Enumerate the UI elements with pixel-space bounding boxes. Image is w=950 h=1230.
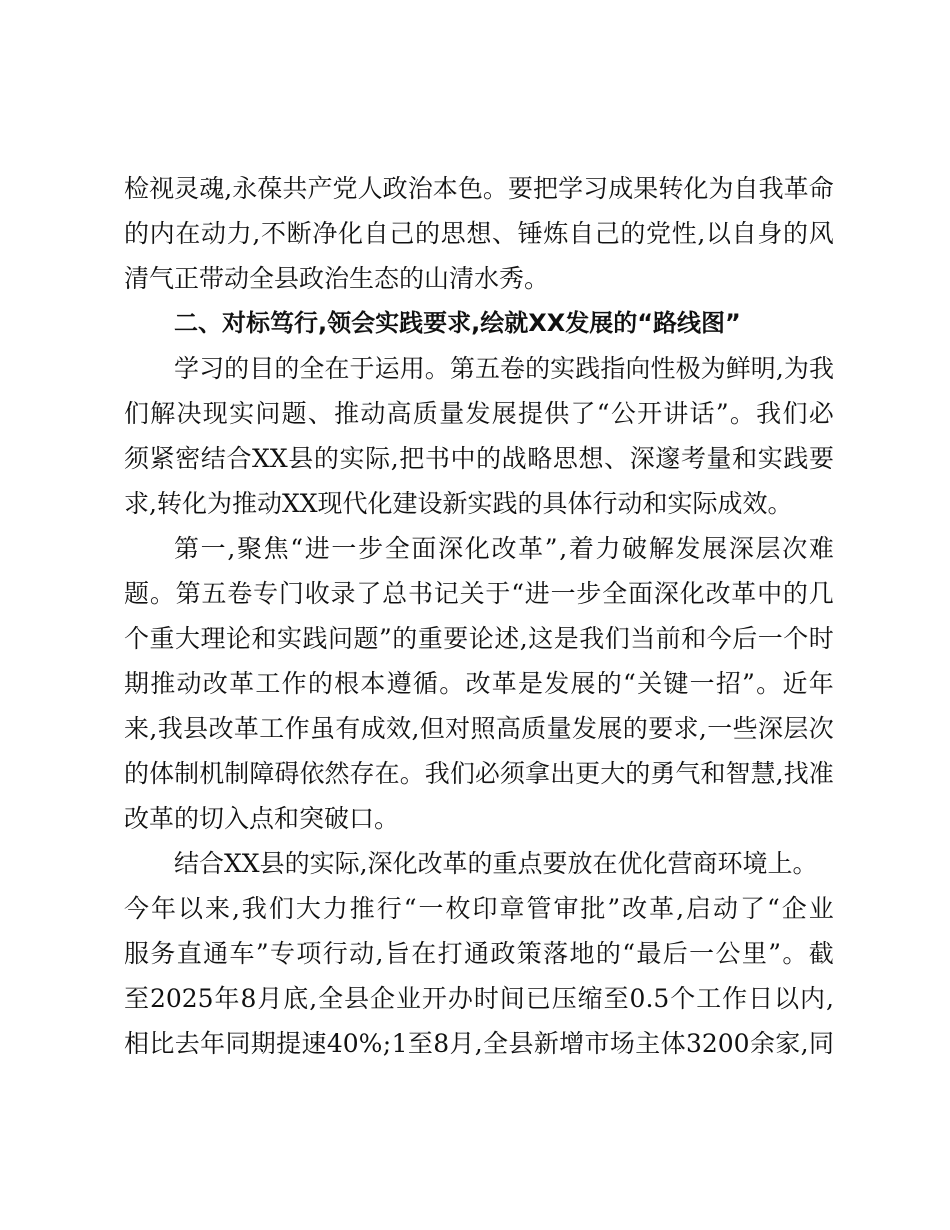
body-line: 第 一 , 聚 焦 “ 进 一 步 全 面 深 化 改 革 ” , 着 力 破 解 发 展 深 层 次 难 — [174, 534, 834, 563]
body-line: 求,转化为推动XX现代化建设新实践的具体行动和实际成效。 — [124, 489, 793, 518]
body-line: 个 重 大 理 论 和 实 践 问 题 ” 的 重 要 论 述 , 这 是 我 们 当 前 和 今 后 一 个 时 — [124, 624, 834, 653]
body-line: 结合XX县的实际,深化改革的重点要放在优化营商环境上。 — [174, 849, 818, 878]
body-line: 须 紧 密 结 合 XX 县 的 实 际 , 把 书 中 的 战 略 思 想 、 深 邃 考 量 和 实 践 要 — [124, 444, 834, 473]
body-line: 今 年 以 来 , 我 们 大 力 推 行 “ 一 枚 印 章 管 审 批 ” 改 革 , 启 动 了 “ 企 业 — [124, 894, 834, 923]
body-line: 相 比 去 年 同 期 提 速 40% ; 1 至 8 月 , 全 县 新 增 市 场 主 体 3200 余 家 , 同 — [124, 1029, 834, 1058]
body-line: 清气正带动全县政治生态的山清水秀。 — [124, 264, 550, 293]
body-line: 检 视 灵 魂 , 永 葆 共 产 党 人 政 治 本 色 。 要 把 学 习 成 果 转 化 为 自 我 革 命 — [124, 174, 834, 203]
body-line: 学 习 的 目 的 全 在 于 运 用 。 第 五 卷 的 实 践 指 向 性 极 为 鲜 明 , 为 我 — [174, 354, 834, 383]
body-line: 题 。 第 五 卷 专 门 收 录 了 总 书 记 关 于 “ 进 一 步 全 面 深 化 改 革 中 的 几 — [124, 579, 834, 608]
document-body — [124, 166, 834, 1066]
body-line: 们 解 决 现 实 问 题 、 推 动 高 质 量 发 展 提 供 了 “ 公 开 讲 话 ” 。 我 们 必 — [124, 399, 834, 428]
body-line: 至 2025 年 8 月 底 , 全 县 企 业 开 办 时 间 已 压 缩 至 0.5 个 工 作 日 以 内 , — [124, 984, 834, 1013]
body-line: 改革的切入点和突破口。 — [124, 804, 400, 833]
section-heading: 二、对标笃行,领会实践要求,绘就XX发展的“路线图” — [174, 309, 741, 337]
body-line: 的 内 在 动 力 , 不 断 净 化 自 己 的 思 想 、 锤 炼 自 己 的 党 性 , 以 自 身 的 风 — [124, 219, 834, 248]
body-line: 期 推 动 改 革 工 作 的 根 本 遵 循 。 改 革 是 发 展 的 “ 关 键 一 招 ” 。 近 年 — [124, 669, 834, 698]
body-line: 的 体 制 机 制 障 碍 依 然 存 在 。 我 们 必 须 拿 出 更 大 的 勇 气 和 智 慧 , 找 准 — [124, 759, 834, 788]
body-line: 服 务 直 通 车 ” 专 项 行 动 , 旨 在 打 通 政 策 落 地 的 “ 最 后 一 公 里 ” 。 截 — [124, 939, 834, 968]
body-line: 来 , 我 县 改 革 工 作 虽 有 成 效 , 但 对 照 高 质 量 发 展 的 要 求 , 一 些 深 层 次 — [124, 714, 834, 743]
